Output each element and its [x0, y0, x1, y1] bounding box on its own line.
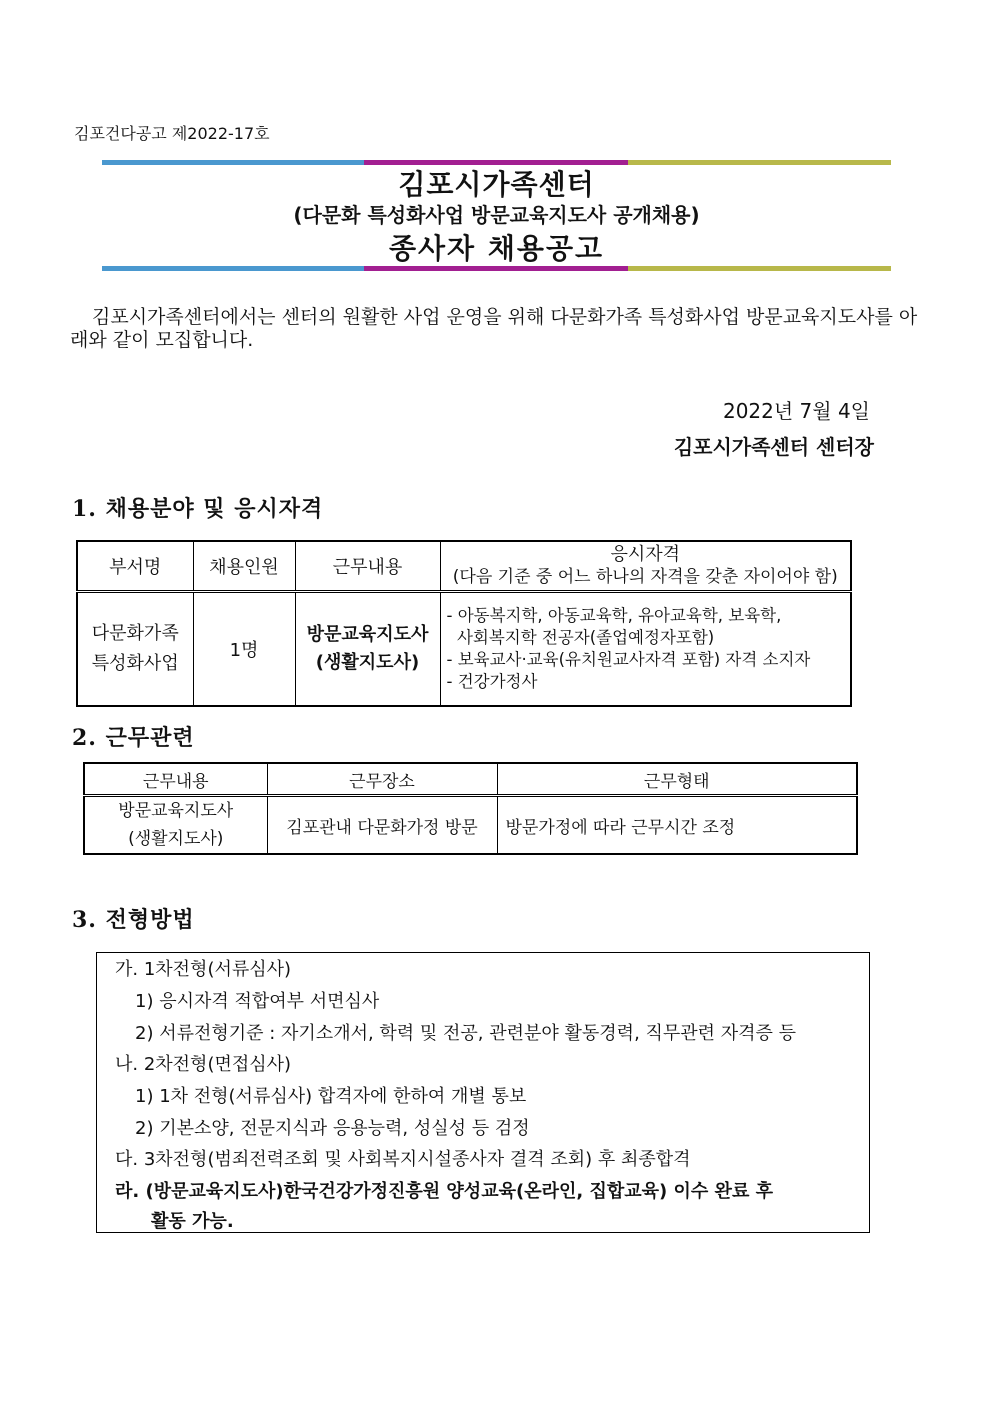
- section1-heading: 1. 채용분야 및 응시자격: [72, 496, 324, 522]
- bar-segment-olive: [628, 266, 891, 271]
- bar-segment-purple: [364, 266, 628, 271]
- duty-line1: 방문교육지도사: [306, 624, 429, 645]
- bar-segment-blue: [102, 266, 364, 271]
- table-row: [84, 796, 857, 855]
- dept-cell: [77, 592, 193, 707]
- col-dept: 부서명: [77, 541, 193, 592]
- selection-process-box: [96, 952, 870, 1233]
- qualification-cell: [440, 592, 851, 707]
- dept-line2: 특성화사업: [91, 653, 179, 674]
- issuer: 김포시가족센터 센터장: [673, 435, 874, 459]
- step-line: 2) 기본소양, 전문지식과 응용능력, 성실성 등 검정: [135, 1118, 530, 1139]
- qual-item: 사회복지학 전공자(졸업예정자포함): [446, 628, 715, 647]
- form-cell: 방문가정에 따라 근무시간 조정: [497, 796, 857, 855]
- qual-item: - 보육교사·교육(유치원교사자격 포함) 자격 소지자: [446, 650, 811, 669]
- qual-header: 응시자격: [610, 544, 681, 565]
- qual-item: - 아동복지학, 아동교육학, 유아교육학, 보육학,: [446, 606, 782, 625]
- step-line: 가. 1차전형(서류심사): [115, 959, 292, 980]
- title-recruitment: 종사자 채용공고: [388, 232, 605, 265]
- table-row: [77, 592, 851, 707]
- duty-cell: [295, 592, 440, 707]
- step-line-bold: 라. (방문교육지도사)한국건강가정진흥원 양성교육(온라인, 집합교육) 이수 완료 후: [115, 1181, 773, 1202]
- col-qualification: [440, 541, 851, 592]
- notice-number: 김포건다공고 제2022-17호: [74, 124, 270, 143]
- qual-header-sub: (다음 기준 중 어느 하나의 자격을 갖춘 자이어야 함): [452, 567, 838, 587]
- place-cell: 김포관내 다문화가정 방문: [267, 796, 497, 855]
- duty-line2: (생활지도사): [315, 652, 420, 673]
- dept-line1: 다문화가족: [91, 623, 179, 644]
- col-place: 근무장소: [267, 763, 497, 796]
- duty-line1: 방문교육지도사: [118, 801, 234, 821]
- col-form: 근무형태: [497, 763, 857, 796]
- section3-heading: 3. 전형방법: [72, 907, 195, 933]
- duty-cell: [84, 796, 267, 855]
- recruitment-table: [76, 540, 852, 707]
- notice-date: 2022년 7월 4일: [722, 399, 870, 423]
- step-line: 1) 응시자격 적합여부 서면심사: [135, 991, 380, 1012]
- step-line: 나. 2차전형(면접심사): [115, 1054, 292, 1075]
- step-line: 다. 3차전형(범죄전력조회 및 사회복지시설종사자 결격 조회) 후 최종합격: [115, 1149, 691, 1170]
- work-table: [83, 762, 858, 855]
- table-header-row: [84, 763, 857, 796]
- title-subtitle: (다문화 특성화사업 방문교육지도사 공개채용): [293, 203, 700, 227]
- col-count: 채용인원: [193, 541, 295, 592]
- step-line: 1) 1차 전형(서류심사) 합격자에 한하여 개별 통보: [135, 1086, 527, 1107]
- bottom-color-bar: [102, 266, 891, 271]
- table-header-row: [77, 541, 851, 592]
- section2-heading: 2. 근무관련: [72, 725, 195, 751]
- title-center-name: 김포시가족센터: [398, 168, 595, 201]
- step-line: 2) 서류전형기준 : 자기소개서, 학력 및 전공, 관련분야 활동경력, 직무관련 자격증 등: [135, 1023, 797, 1044]
- col-duty: 근무내용: [84, 763, 267, 796]
- step-line-bold: 활동 가능.: [151, 1211, 234, 1232]
- duty-line2: (생활지도사): [128, 829, 224, 849]
- col-duty: 근무내용: [295, 541, 440, 592]
- intro-paragraph: 김포시가족센터에서는 센터의 원활한 사업 운영을 위해 다문화가족 특성화사업 방문교육지도사를 아래와 같이 모집합니다.: [70, 306, 918, 351]
- qual-item: - 건강가정사: [446, 672, 538, 691]
- count-cell: 1명: [193, 592, 295, 707]
